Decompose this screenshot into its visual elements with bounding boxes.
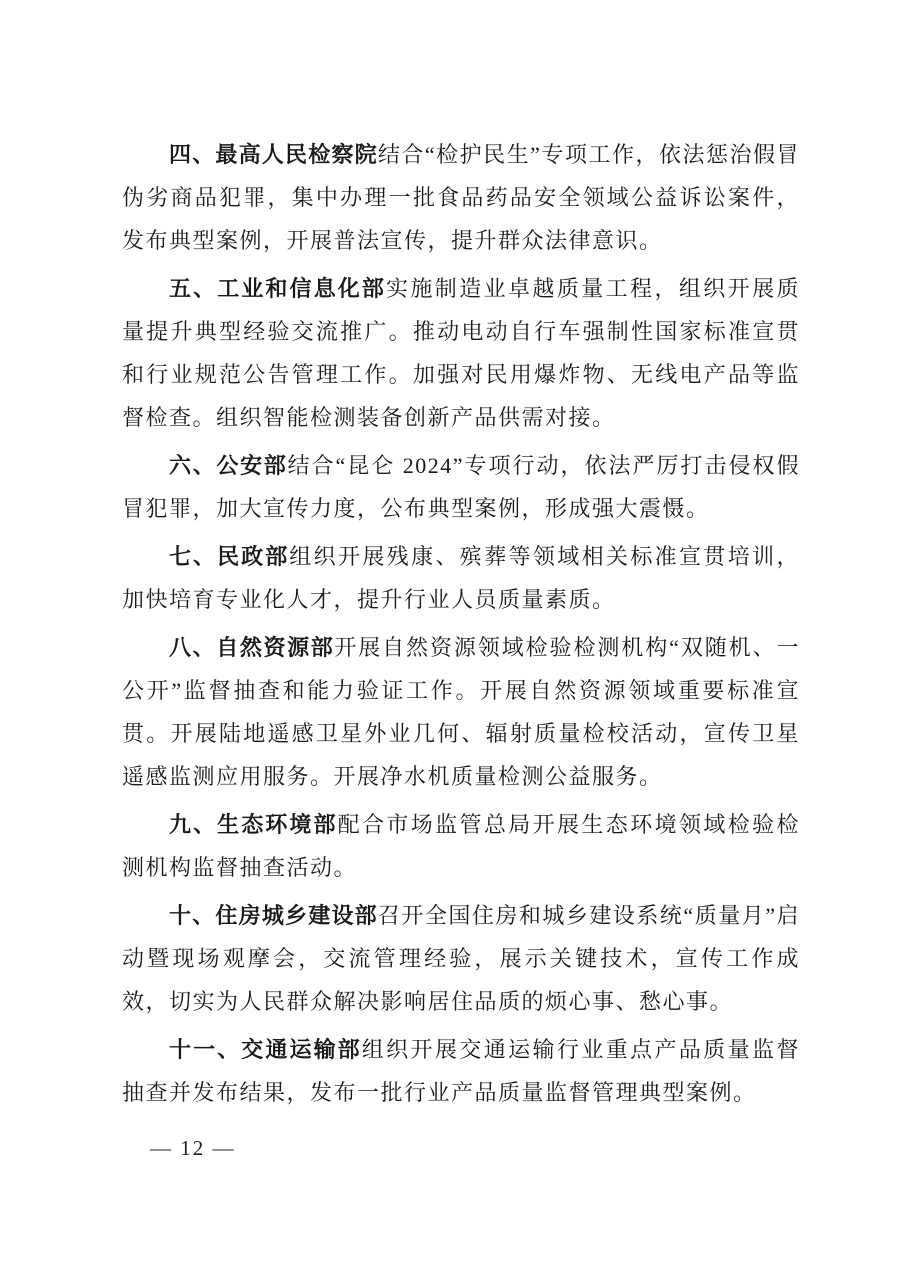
paragraph-lead-ministry: 十一、交通运输部 [169,1037,362,1062]
paragraph [122,267,800,439]
paragraph [122,894,800,1023]
paragraph [122,626,800,798]
paragraph-lead-ministry: 五、工业和信息化部 [169,276,386,301]
paragraph-body-text: 结合“检护民生”专项工作，依法惩治假冒伪劣商品犯罪，集中办理一批食品药品安全领域公益诉讼案件，发布典型案例，开展普法宣传，提升群众法律意识。 [122,142,800,253]
paragraph [122,133,800,262]
paragraph-body-text: 组织开展残康、殡葬等领域相关标准宣贯培训，加快培育专业化人才，提升行业人员质量素质。 [122,544,800,612]
paragraph-body-text: 结合“昆仑 2024”专项行动，依法严厉打击侵权假冒犯罪，加大宣传力度，公布典型案例，形成强大震慑。 [122,453,800,521]
paragraph [122,1028,800,1114]
paragraph [122,803,800,889]
paragraph-body-text: 实施制造业卓越质量工程，组织开展质量提升典型经验交流推广。推动电动自行车强制性国家标准宣贯和行业规范公告管理工作。加强对民用爆炸物、无线电产品等监督检查。组织智能检测装备创新产品供需对接。 [122,276,800,430]
paragraph-lead-ministry: 十、住房城乡建设部 [169,903,378,928]
paragraph-body-text: 组织开展交通运输行业重点产品质量监督抽查并发布结果，发布一批行业产品质量监督管理典型案例。 [122,1037,800,1105]
paragraph [122,535,800,621]
paragraph-body-text: 开展自然资源领域检验检测机构“双随机、一公开”监督抽查和能力验证工作。开展自然资源领域重要标准宣贯。开展陆地遥感卫星外业几何、辐射质量检校活动，宣传卫星遥感监测应用服务。开展净水机质量检测公益服务。 [122,635,800,789]
paragraph-lead-ministry: 七、民政部 [169,544,290,569]
paragraph [122,444,800,530]
page-number: — 12 — [150,1136,236,1160]
document-body [122,133,800,1119]
paragraph-lead-ministry: 九、生态环境部 [169,812,338,837]
paragraph-body-text: 召开全国住房和城乡建设系统“质量月”启动暨现场观摩会，交流管理经验，展示关键技术，宣传工作成效，切实为人民群众解决影响居住品质的烦心事、愁心事。 [122,903,800,1014]
paragraph-lead-ministry: 六、公安部 [169,453,288,478]
paragraph-body-text: 配合市场监管总局开展生态环境领域检验检测机构监督抽查活动。 [122,812,800,880]
paragraph-lead-ministry: 八、自然资源部 [169,635,335,660]
paragraph-lead-ministry: 四、最高人民检察院 [169,142,378,167]
